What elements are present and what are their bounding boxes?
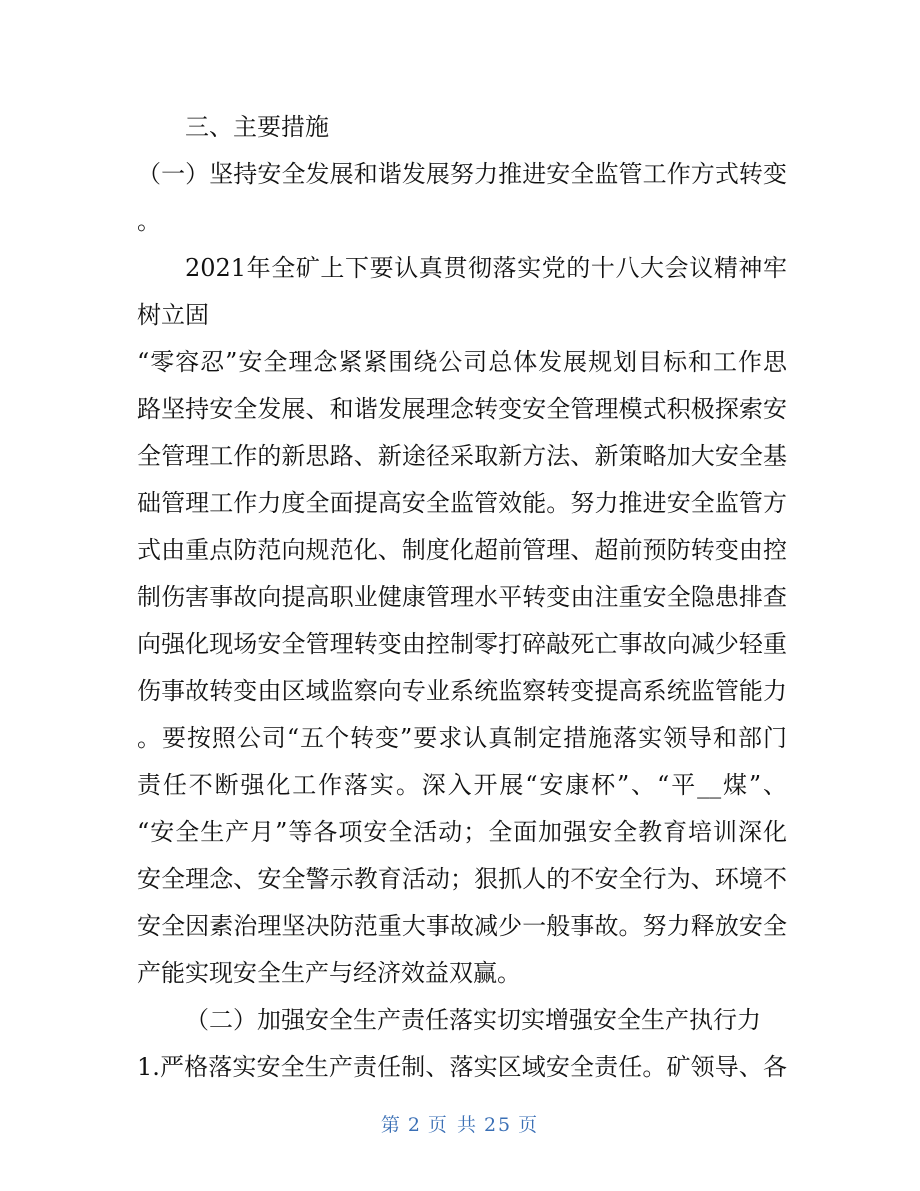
text-line: 。要按照公司“五个转变”要求认真制定措施落实领导和部门 — [137, 724, 787, 752]
text-line: 制伤害事故向提高职业健康管理水平转变由注重安全隐患排查 — [137, 583, 787, 611]
footer-current-page: 2 — [407, 1114, 422, 1136]
page-footer — [0, 1110, 920, 1137]
text-line: 全管理工作的新思路、新途径采取新方法、新策略加大安全基 — [137, 442, 787, 470]
footer-total-pages: 25 — [483, 1114, 513, 1136]
text-line: 产能实现安全生产与经济效益双赢。 — [137, 959, 521, 987]
text-line: “零容忍”安全理念紧紧围绕公司总体发展规划目标和工作思 — [137, 348, 787, 376]
text-line: 。 — [137, 207, 161, 235]
footer-prefix: 第 — [380, 1114, 402, 1136]
text-line: 础管理工作力度全面提高安全监管效能。努力推进安全监管方 — [137, 489, 787, 517]
text-line: “安全生产月”等各项安全活动；全面加强安全教育培训深化 — [137, 818, 787, 846]
text-line: 式由重点防范向规范化、制度化超前管理、超前预防转变由控 — [137, 536, 787, 564]
text-line: 伤事故转变由区域监察向专业系统监察转变提高系统监管能力 — [137, 677, 787, 705]
footer-suffix: 页 — [518, 1114, 540, 1136]
text-line: 2021年全矿上下要认真贯彻落实党的十八大会议精神牢固 — [185, 254, 787, 329]
text-line: 三、主要措施 — [185, 113, 329, 141]
text-line: （二）加强安全生产责任落实切实增强安全生产执行力 — [185, 1006, 761, 1034]
text-line: 安全理念、安全警示教育活动；狠抓人的不安全行为、环境不 — [137, 865, 787, 893]
text-line: （一）坚持安全发展和谐发展努力推进安全监管工作方式转变 — [137, 160, 787, 188]
text-line: 向强化现场安全管理转变由控制零打碎敲死亡事故向减少轻重 — [137, 630, 787, 658]
text-line: 1.严格落实安全生产责任制、落实区域安全责任。矿领导、各 — [137, 1053, 787, 1081]
document-body — [137, 104, 787, 1091]
text-line: 路坚持安全发展、和谐发展理念转变安全管理模式积极探索安 — [137, 395, 787, 423]
footer-middle: 页 共 — [427, 1114, 478, 1136]
text-line: 树立 — [137, 301, 185, 329]
text-line: 安全因素治理坚决防范重大事故减少一般事故。努力释放安全 — [137, 912, 787, 940]
text-line: 责任不断强化工作落实。深入开展“安康杯”、“平__煤”、 — [137, 771, 787, 799]
